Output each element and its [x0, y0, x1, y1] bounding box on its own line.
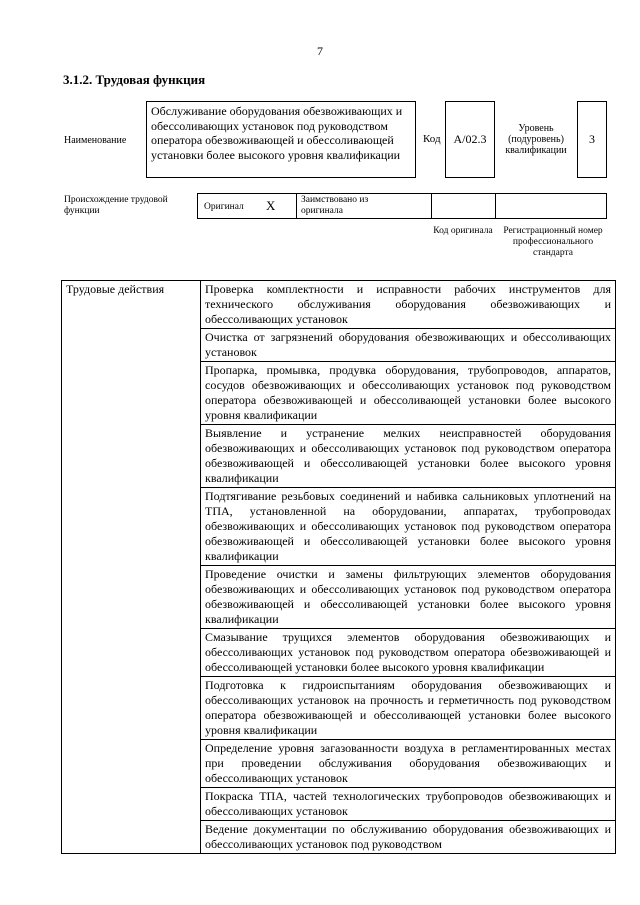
action-item: Пропарка, промывка, продувка оборудования, трубопроводов, аппаратов, сосудов обезвоживающих и обессоливающих установок под руководством оператора обезвоживающей и обессоливающей установки более высокого уровня квалификации [201, 362, 616, 425]
action-item: Выявление и устранение мелких неисправностей оборудования обезвоживающих и обессоливающих установок под руководством оператора обезвоживающей и обессоливающей установки более высокого уровня квалификации [201, 425, 616, 488]
code-label: Код [423, 133, 441, 145]
action-item: Смазывание трущихся элементов оборудования обезвоживающих и обессоливающих установок под руководством оператора обезвоживающей и обессоливающей установки более высокого уровня квалификации [201, 629, 616, 677]
level-value: 3 [589, 132, 595, 146]
reg-number-caption: Регистрационный номер профессионального стандарта [503, 225, 603, 258]
borrowed-label: Заимствовано из оригинала [301, 195, 369, 216]
action-item: Проверка комплектности и исправности рабочих инструментов для технического обслуживания оборудования обезвоживающих и обессоливающих установок [201, 281, 616, 329]
function-name-box [146, 101, 416, 178]
origin-divider-2 [431, 194, 432, 218]
origin-code-caption: Код оригинала [433, 225, 493, 236]
origin-table [197, 193, 607, 219]
level-value-box [577, 101, 607, 178]
action-item: Покраска ТПА, частей технологических трубопроводов обезвоживающих и обессоливающих установок [201, 788, 616, 821]
action-item: Подтягивание резьбовых соединений и набивка сальниковых уплотнений на ТПА, установленной на оборудовании, аппаратах, трубопроводах обезвоживающих и обессоливающих установок под руководством оператора обезвоживающей и обессоливающей установки более высокого уровня квалификации [201, 488, 616, 566]
actions-label: Трудовые действия [62, 281, 201, 854]
origin-label: Происхождение трудовой функции [64, 195, 168, 216]
action-item: Определение уровня загазованности воздуха в регламентированных местах при проведении обслуживания оборудования обезвоживающих и обессоливающих установок [201, 740, 616, 788]
origin-divider-1 [296, 194, 297, 218]
original-label: Оригинал [204, 202, 244, 212]
table-row [62, 281, 616, 329]
origin-divider-3 [495, 194, 496, 218]
action-item: Ведение документации по обслуживанию оборудования обезвоживающих и обессоливающих установок под руководством [201, 821, 616, 854]
labor-actions-table [61, 280, 616, 854]
function-name-text: Обслуживание оборудования обезвоживающих и обессоливающих установок под руководством оператора обезвоживающей и обессоливающей установки более высокого уровня квалификации [151, 104, 403, 162]
action-item: Проведение очистки и замены фильтрующих элементов оборудования обезвоживающих и обессоливающих установок под руководством оператора обезвоживающей и обессоливающей установки более высокого уровня квалификации [201, 566, 616, 629]
name-label: Наименование [64, 135, 127, 146]
action-item: Очистка от загрязнений оборудования обезвоживающих и обессоливающих установок [201, 329, 616, 362]
code-value: А/02.3 [453, 132, 487, 146]
original-mark: X [266, 198, 276, 213]
level-label: Уровень (подуровень) квалификации [505, 122, 567, 156]
page-number: 7 [317, 44, 323, 58]
section-heading: 3.1.2. Трудовая функция [63, 72, 206, 87]
action-item: Подготовка к гидроиспытаниям оборудования обезвоживающих и обессоливающих установок на прочность и герметичность под руководством оператора обезвоживающей и обессоливающей установки более высокого уровня квалификации [201, 677, 616, 740]
code-value-box [445, 101, 495, 178]
